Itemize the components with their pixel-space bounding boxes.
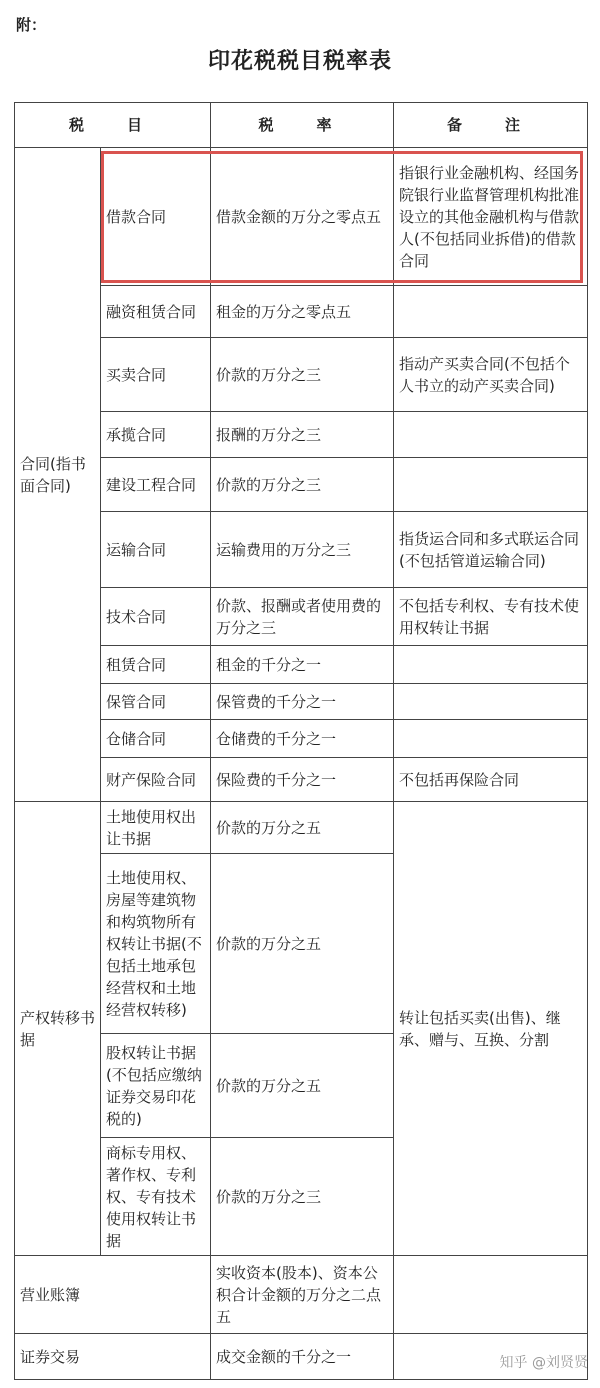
- group-securities: 证券交易: [15, 1334, 211, 1380]
- tax-remark: 指银行业金融机构、经国务院银行业监督管理机构批准设立的其他金融机构与借款人(不包括同业拆借)的借款合同: [394, 148, 588, 286]
- tax-item: 运输合同: [101, 512, 211, 588]
- tax-rate: 借款金额的万分之零点五: [211, 148, 394, 286]
- header-remark: 备 注: [394, 103, 588, 148]
- tax-item: 建设工程合同: [101, 458, 211, 512]
- tax-rate-table: [14, 102, 588, 1380]
- table-row: [15, 684, 588, 720]
- tax-rate: 价款的万分之三: [211, 338, 394, 412]
- page-title: 印花税税目税率表: [207, 48, 392, 74]
- tax-item: 股权转让书据(不包括应缴纳证券交易印花税的): [101, 1034, 211, 1138]
- tax-item: 借款合同: [101, 148, 211, 286]
- watermark: 知乎 @刘贤贤: [499, 1355, 588, 1371]
- tax-rate: 价款、报酬或者使用费的万分之三: [211, 588, 394, 646]
- tax-item: 土地使用权、房屋等建筑物和构筑物所有权转让书据(不包括土地承包经营权和土地经营权转移): [101, 854, 211, 1034]
- tax-rate: 保管费的千分之一: [211, 684, 394, 720]
- table-header-row: [15, 103, 588, 148]
- table-row: [15, 720, 588, 758]
- tax-item: 商标专用权、著作权、专利权、专有技术使用权转让书据: [101, 1138, 211, 1256]
- tax-remark: [394, 286, 588, 338]
- tax-remark: [394, 1256, 588, 1334]
- table-row: [15, 458, 588, 512]
- tax-remark: 指动产买卖合同(不包括个人书立的动产买卖合同): [394, 338, 588, 412]
- tax-item: 保管合同: [101, 684, 211, 720]
- tax-rate: 价款的万分之五: [211, 1034, 394, 1138]
- tax-rate: 运输费用的万分之三: [211, 512, 394, 588]
- tax-remark: 指货运合同和多式联运合同(不包括管道运输合同): [394, 512, 588, 588]
- tax-item: 承揽合同: [101, 412, 211, 458]
- header-tax-item: 税 目: [15, 103, 211, 148]
- group-contract: 合同(指书面合同): [15, 148, 101, 802]
- tax-rate: 成交金额的千分之一: [211, 1334, 394, 1380]
- tax-item: 财产保险合同: [101, 758, 211, 802]
- table-row: [15, 802, 588, 854]
- tax-rate: 保险费的千分之一: [211, 758, 394, 802]
- tax-rate: 价款的万分之五: [211, 854, 394, 1034]
- tax-remark: 不包括专利权、专有技术使用权转让书据: [394, 588, 588, 646]
- tax-rate: 租金的千分之一: [211, 646, 394, 684]
- table-row: [15, 1256, 588, 1334]
- tax-rate: 实收资本(股本)、资本公积合计金额的万分之二点五: [211, 1256, 394, 1334]
- table-row: [15, 148, 588, 286]
- tax-remark: [394, 646, 588, 684]
- tax-item: 租赁合同: [101, 646, 211, 684]
- tax-item: 土地使用权出让书据: [101, 802, 211, 854]
- tax-rate: 价款的万分之三: [211, 458, 394, 512]
- table-row: [15, 646, 588, 684]
- tax-remark: [394, 720, 588, 758]
- tax-item: 融资租赁合同: [101, 286, 211, 338]
- tax-item: 仓储合同: [101, 720, 211, 758]
- group-transfer: 产权转移书据: [15, 802, 101, 1256]
- table-row: [15, 338, 588, 412]
- table-row: [15, 758, 588, 802]
- header-tax-rate: 税 率: [211, 103, 394, 148]
- tax-remark: [394, 684, 588, 720]
- transfer-remark: 转让包括买卖(出售)、继承、赠与、互换、分割: [394, 802, 588, 1256]
- tax-rate: 价款的万分之三: [211, 1138, 394, 1256]
- attachment-label: 附：: [16, 16, 47, 34]
- tax-rate: 价款的万分之五: [211, 802, 394, 854]
- tax-item: 买卖合同: [101, 338, 211, 412]
- table-row: [15, 286, 588, 338]
- table-row: [15, 588, 588, 646]
- tax-rate: 报酬的万分之三: [211, 412, 394, 458]
- tax-remark: 不包括再保险合同: [394, 758, 588, 802]
- tax-item: 技术合同: [101, 588, 211, 646]
- tax-remark: [394, 458, 588, 512]
- tax-rate: 仓储费的千分之一: [211, 720, 394, 758]
- tax-remark: [394, 412, 588, 458]
- table-row: [15, 512, 588, 588]
- tax-rate: 租金的万分之零点五: [211, 286, 394, 338]
- group-ledger: 营业账簿: [15, 1256, 211, 1334]
- table-row: [15, 412, 588, 458]
